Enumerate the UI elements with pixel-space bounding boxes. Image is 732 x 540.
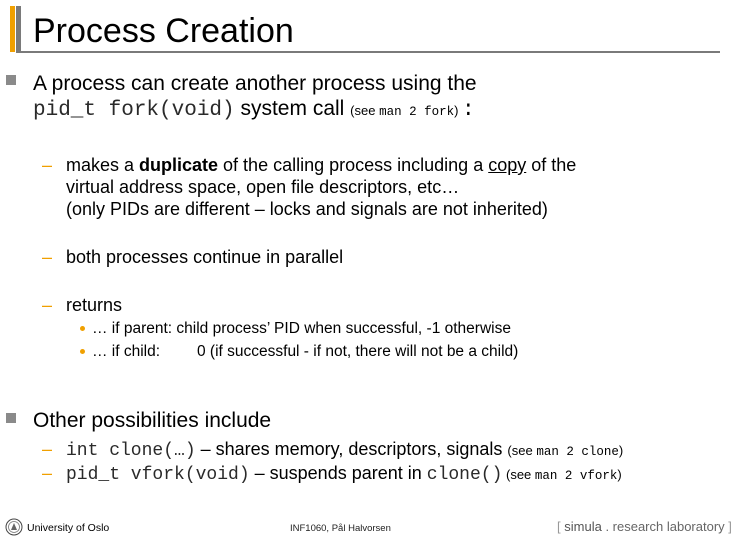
title-accent-bar — [10, 6, 15, 52]
vfork-line — [66, 462, 622, 487]
clone-see: (see — [507, 443, 537, 458]
dash-icon: – — [42, 439, 53, 459]
sub-1-pre: makes a — [66, 155, 140, 175]
bullet-1-line-1: A process can create another process using the — [33, 72, 477, 95]
clone-see-close: ) — [618, 443, 624, 458]
syscall-text: system call — [234, 97, 351, 120]
fork-signature: pid_t fork(void) — [33, 99, 235, 122]
vfork-code: pid_t vfork(void) — [66, 465, 250, 485]
duplicate-word: duplicate — [139, 155, 219, 175]
slide-title: Process Creation — [33, 12, 294, 50]
footer-lab — [557, 519, 732, 534]
dot-bullet-icon — [80, 326, 85, 331]
dash-icon: – — [42, 295, 53, 315]
dot-bullet-icon — [80, 349, 85, 354]
university-seal-icon — [5, 518, 23, 536]
man-vfork: man 2 vfork — [534, 469, 618, 483]
returns-parent: … if parent: child process’ PID when successful, -1 otherwise — [92, 320, 511, 337]
bullet-1-line-2 — [33, 97, 475, 124]
man-fork: man 2 fork — [379, 105, 455, 119]
sub-1-line-1 — [66, 154, 576, 176]
bullet-square-icon — [6, 413, 16, 423]
returns-child-label: … if child: — [92, 343, 161, 360]
clone-text: – shares memory, descriptors, signals — [195, 439, 508, 459]
sub-2-text: both processes continue in parallel — [66, 247, 344, 267]
see-open: (see — [350, 103, 380, 118]
clone-call-code: clone() — [426, 465, 503, 485]
lab-simula: simula — [564, 519, 602, 534]
dash-icon: – — [42, 155, 53, 175]
clone-line — [66, 438, 623, 463]
sub-3-text: returns — [66, 295, 123, 315]
bullet-2-text: Other possibilities include — [33, 409, 272, 432]
vfork-text: – suspends parent in — [249, 463, 427, 483]
footer-course: INF1060, Pål Halvorsen — [290, 523, 391, 534]
dash-icon: – — [42, 463, 53, 483]
sub-1-line-3: (only PIDs are different – locks and signals are not inherited) — [66, 199, 548, 219]
vfork-see: (see — [502, 467, 535, 482]
sub-1-line-2: virtual address space, open file descriptors, etc… — [66, 177, 460, 197]
man-clone: man 2 clone — [536, 445, 619, 459]
lab-rest: . research laboratory — [601, 519, 729, 534]
clone-code: int clone(…) — [66, 441, 196, 461]
lab-bracket-open: [ — [557, 519, 561, 534]
see-close: ) — [454, 103, 463, 118]
colon: : — [462, 99, 475, 122]
sub-1-post: of the — [526, 155, 577, 175]
dash-icon: – — [42, 247, 53, 267]
lab-bracket-close: ] — [728, 519, 732, 534]
sub-1-mid: of the calling process including a — [218, 155, 489, 175]
vfork-see-close: ) — [617, 467, 622, 482]
title-gray-bar — [16, 6, 21, 52]
returns-child-text: 0 (if successful - if not, there will not be a child) — [197, 343, 519, 360]
copy-word: copy — [488, 155, 527, 175]
title-underline — [16, 51, 720, 53]
footer-university: University of Oslo — [27, 522, 110, 534]
bullet-square-icon — [6, 75, 16, 85]
